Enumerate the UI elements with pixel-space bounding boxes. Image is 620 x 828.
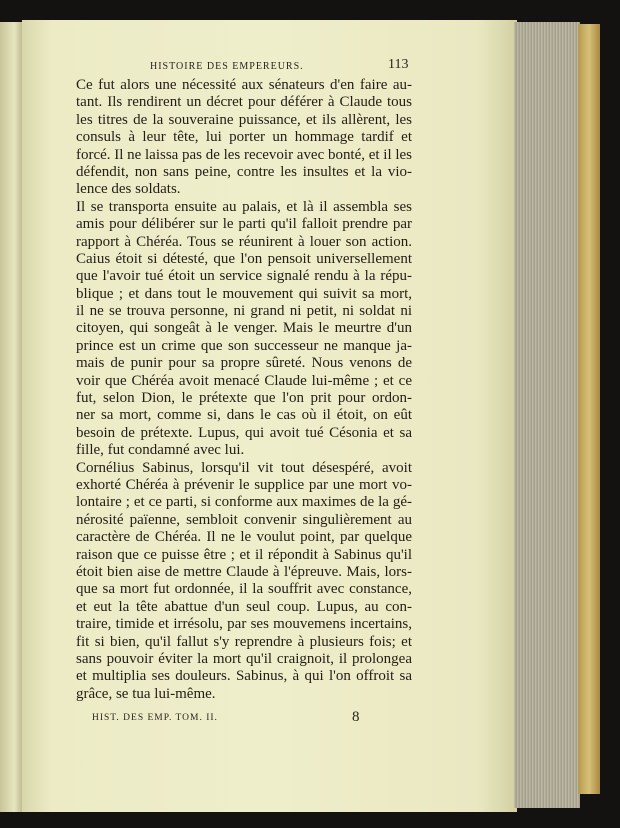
text-line-content: que sa mort fut ordonnée, il la souffrit avec constance,: [76, 581, 412, 598]
text-line: [76, 268, 412, 285]
text-line-content: lontaire ; et ce parti, si conforme aux maximes de la gé-: [76, 494, 412, 511]
text-line-content: rapport à Chéréa. Tous se réunirent à louer son action.: [76, 233, 412, 250]
text-line: [76, 529, 412, 546]
text-line: [76, 234, 412, 251]
text-line: [76, 651, 412, 668]
text-line-content: sans pouvoir éviter la mort qu'il craignoit, il prolongea: [76, 650, 412, 667]
text-line-content: Cornélius Sabinus, lorsqu'il vit tout désespéré, avoit: [76, 459, 412, 476]
text-line: [76, 547, 412, 564]
text-line-content: les titres de la souveraine puissance, et ils allèrent, les: [76, 111, 412, 128]
text-line: [76, 303, 412, 320]
text-line: [76, 94, 412, 111]
text-line: [76, 112, 412, 129]
running-title: HISTOIRE DES EMPEREURS.: [150, 61, 304, 72]
text-line: [76, 686, 412, 703]
text-line: [76, 338, 412, 355]
text-line-content: consuls à leur tête, lui porter un hommage tardif et: [76, 129, 412, 146]
text-line-content: il ne se trouva personne, ni grand ni petit, ni soldat ni: [76, 303, 412, 320]
text-line: [76, 251, 412, 268]
book-cover-edge: [578, 24, 600, 794]
text-line: [76, 164, 412, 181]
signature-mark: 8: [352, 709, 360, 725]
text-line: [76, 634, 412, 651]
text-line-content: étoit bien aise de mettre Claude à l'épreuve. Mais, lors-: [76, 563, 412, 580]
signature-line: HIST. DES EMP. TOM. II.: [92, 713, 218, 723]
text-line-content: besoin de prétexte. Lupus, qui avoit tué Césonia et sa: [76, 424, 412, 441]
text-line-content: fille, fut condamné avec lui.: [76, 442, 245, 459]
text-line: [76, 129, 412, 146]
text-line: [76, 147, 412, 164]
text-line-content: et multiplia ses douleurs. Sabinus, à qui l'on offroit sa: [76, 668, 412, 685]
text-line-content: Il se transporta ensuite au palais, et là il assembla ses: [76, 198, 412, 215]
text-line-content: traire, timide et irrésolu, par ses mouvemens incertains,: [76, 616, 412, 633]
text-line-content: citoyen, qui songeât à le venger. Mais le meurtre d'un: [76, 320, 412, 337]
text-line: [76, 616, 412, 633]
text-line: [76, 668, 412, 685]
text-line-content: défendit, non sans peine, contre les insultes et la vio-: [76, 163, 412, 180]
text-line: [76, 77, 412, 94]
text-line-content: et eut la tête abattue d'un seul coup. Lupus, au con-: [76, 598, 412, 615]
text-line-content: fit si bien, qu'il fallut s'y reprendre à plusieurs fois; et: [76, 633, 412, 650]
text-line-content: forcé. Il ne laissa pas de les recevoir avec bonté, et il les: [76, 146, 412, 163]
text-line: [76, 460, 412, 477]
text-line: [76, 512, 412, 529]
text-line-content: blique ; et dans tout le mouvement qui suivit sa mort,: [76, 285, 412, 302]
text-line: [76, 199, 412, 216]
text-line: [76, 286, 412, 303]
text-line: [76, 355, 412, 372]
text-line-content: caractère de Chéréa. Il ne le voulut point, par quelque: [76, 529, 412, 546]
text-line-content: voir que Chéréa avoit menacé Claude lui-même ; et ce: [76, 372, 412, 389]
text-line: [76, 407, 412, 424]
text-line-content: Ce fut alors une nécessité aux sénateurs d'en faire au-: [76, 77, 412, 93]
text-line-content: tant. Ils rendirent un décret pour déférer à Claude tous: [76, 94, 412, 111]
text-line: [76, 599, 412, 616]
text-line-content: mais de punir pour sa propre sûreté. Nous venons de: [76, 355, 412, 372]
text-line-content: grâce, se tua lui-même.: [76, 685, 216, 702]
text-line: [76, 390, 412, 407]
text-line-content: Caius étoit si détesté, que l'on pensoit universellement: [76, 250, 412, 267]
text-line: [76, 373, 412, 390]
text-line: [76, 442, 412, 459]
text-line-content: exhorté Chéréa à prévenir le supplice par une mort vo-: [76, 476, 412, 493]
text-line: [76, 477, 412, 494]
body-text: [76, 77, 412, 703]
text-line-content: nérosité païenne, sembloit convenir singulièrement au: [76, 511, 412, 528]
page-number: 113: [388, 57, 409, 72]
text-line: [76, 216, 412, 233]
text-line-content: raison que ce puisse être ; et il répondit à Sabinus qu'il: [76, 546, 412, 563]
text-line: [76, 181, 412, 198]
page-block-edges: [514, 22, 580, 808]
text-line-content: fut, selon Dion, le prétexte que l'on prit pour ordon-: [76, 390, 412, 407]
text-line: [76, 425, 412, 442]
text-line: [76, 581, 412, 598]
facing-page-edge: [0, 22, 24, 812]
text-line: [76, 564, 412, 581]
text-line-content: lence des soldats.: [76, 181, 181, 198]
text-line: [76, 320, 412, 337]
text-line-content: que l'avoir tué étoit un service signalé rendu à la répu-: [76, 268, 412, 285]
text-line-content: ner sa mort, comme si, dans le cas où il étoit, on eût: [76, 407, 412, 424]
text-line: [76, 494, 412, 511]
text-line-content: amis pour délibérer sur le parti qu'il falloit prendre par: [76, 216, 412, 233]
text-line-content: prince est un crime que son successeur ne manque ja-: [76, 337, 412, 354]
